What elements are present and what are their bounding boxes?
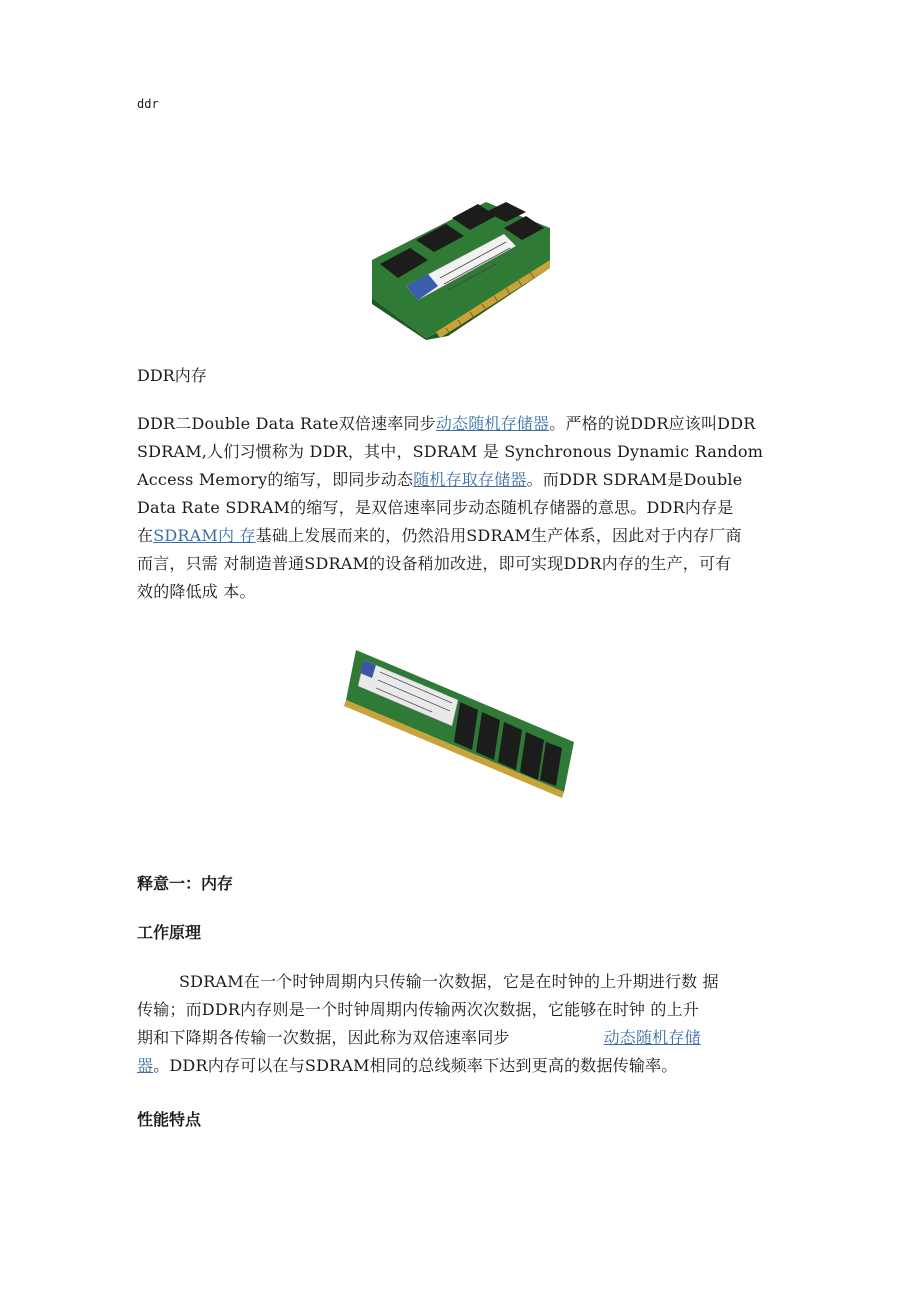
principle-text: 。DDR内存可以在与SDRAM相同的总线频率下达到更高的数据传输率。 (153, 1056, 678, 1075)
link-dynamic-ram-2[interactable]: 动态随机存储 (603, 1028, 701, 1047)
heading-meaning-one: 释意一：内存 (137, 874, 234, 893)
so-dimm-memory-image (366, 198, 554, 340)
intro-text: 基础上发展而来的，仍然沿用SDRAM生产体系，因此对于内存厂商 (255, 526, 742, 545)
principle-paragraph (137, 968, 782, 1080)
doc-title: ddr (137, 97, 159, 111)
intro-paragraph (137, 410, 782, 606)
link-dynamic-ram-2-cont[interactable]: 器 (137, 1056, 154, 1075)
link-dynamic-ram[interactable]: 动态随机存储器 (435, 414, 550, 433)
intro-text: Access Memory的缩写，即同步动态 (137, 470, 414, 489)
principle-text: 期和下降期各传输一次数据，因此称为双倍速率同步 (137, 1028, 510, 1047)
link-sdram-memory[interactable]: SDRAM内 存 (153, 526, 256, 545)
intro-text: 在 (137, 526, 154, 545)
intro-text: 。而DDR SDRAM是Double (526, 470, 743, 489)
intro-text: Data Rate SDRAM的缩写，是双倍速率同步动态随机存储器的意思。DDR内存是 (137, 498, 734, 517)
principle-text: 传输；而DDR内存则是一个时钟周期内传输两次次数据，它能够在时钟 的上升 (137, 1000, 699, 1019)
link-random-access-memory[interactable]: 随机存取存储器 (413, 470, 527, 489)
intro-text: 。严格的说DDR应该叫DDR (549, 414, 756, 433)
heading-working-principle: 工作原理 (137, 923, 202, 942)
dimm-memory-image (342, 646, 576, 798)
image-caption: DDR内存 (137, 366, 207, 385)
heading-performance-features: 性能特点 (137, 1110, 202, 1129)
intro-text: 效的降低成 本。 (137, 582, 256, 601)
principle-text: SDRAM在一个时钟周期内只传输一次数据，它是在时钟的上升期进行数 据 (179, 972, 719, 991)
intro-text: 而言，只需 对制造普通SDRAM的设备稍加改进，即可实现DDR内存的生产，可有 (137, 554, 732, 573)
intro-text: SDRAM,人们习惯称为 DDR，其中，SDRAM 是 Synchronous Dynamic Random (137, 442, 764, 461)
intro-text: DDR二Double Data Rate双倍速率同步 (137, 414, 436, 433)
